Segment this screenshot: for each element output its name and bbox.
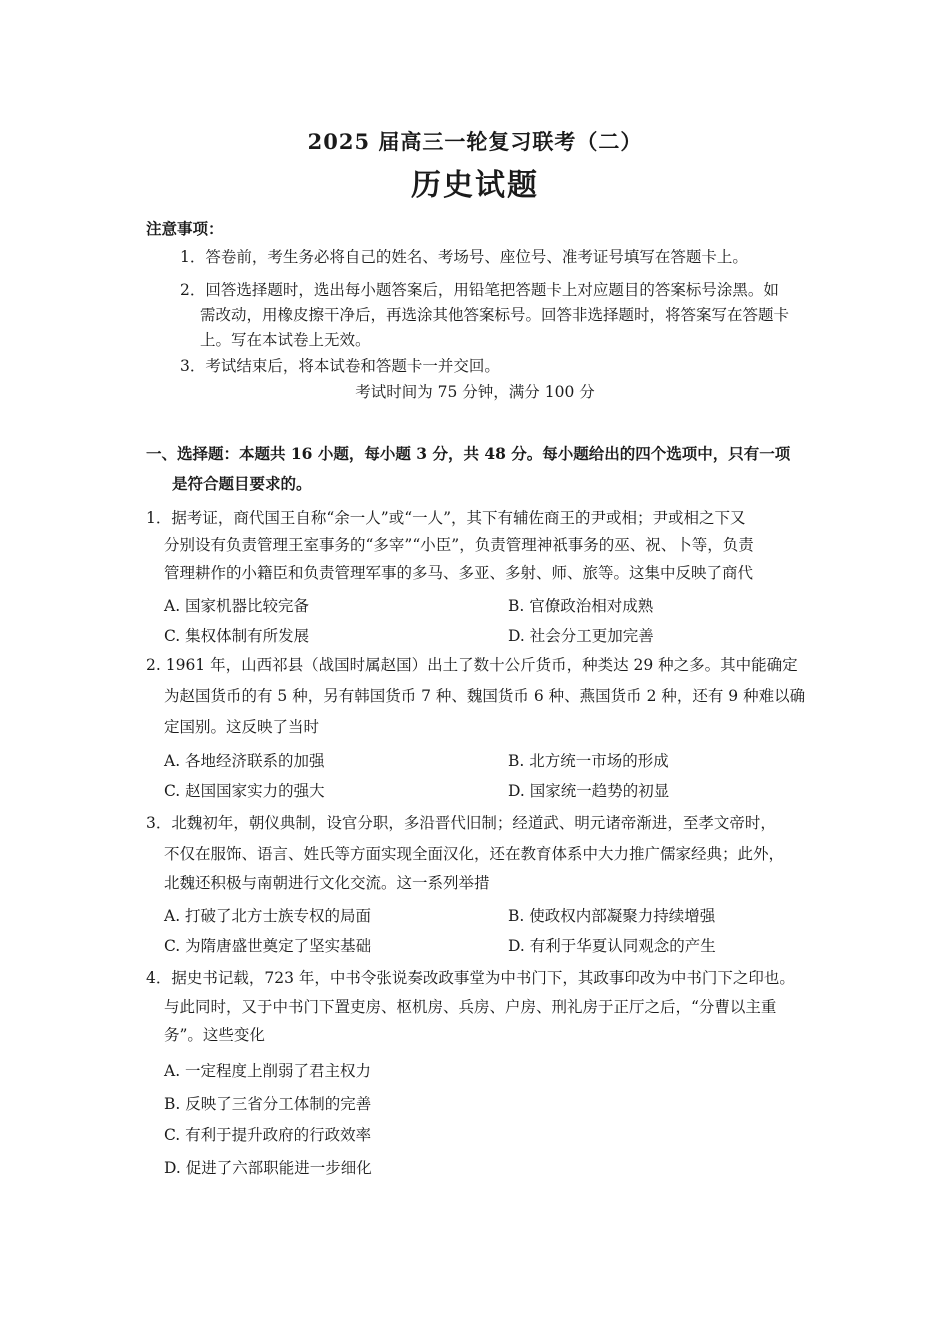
question-text-line: 为赵国货币的有 5 种，另有韩国货币 7 种、魏国货币 6 种、燕国货币 2 种，还有 9 种难以确 [164,687,806,705]
option-a: A. 各地经济联系的加强 [164,752,325,770]
question-text-line: 管理耕作的小籍臣和负责管理军事的多马、多亚、多射、师、旅等。这集中反映了商代 [164,564,754,582]
option-b: B. 使政权内部凝聚力持续增强 [508,907,716,925]
option-b: B. 官僚政治相对成熟 [508,597,654,615]
notice-item-3: 3．考试结束后，将本试卷和答题卡一并交回。 [180,357,500,375]
option-c: C. 有利于提升政府的行政效率 [164,1126,372,1144]
question-text-line: 3．北魏初年，朝仪典制，设官分职，多沿晋代旧制；经道武、明元诸帝渐进，至孝文帝时， [146,814,776,832]
option-b: B. 反映了三省分工体制的完善 [164,1095,372,1113]
option-c: C. 赵国国家实力的强大 [164,782,325,800]
notice-item-2-line-2: 需改动，用橡皮擦干净后，再选涂其他答案标号。回答非选择题时，将答案写在答题卡 [200,306,790,324]
option-d: D. 国家统一趋势的初显 [508,782,670,800]
notice-item-1: 1．答卷前，考生务必将自己的姓名、考场号、座位号、准考证号填写在答题卡上。 [180,248,748,266]
question-text-line: 北魏还积极与南朝进行文化交流。这一系列举措 [164,874,490,892]
section-heading-line-1: 一、选择题：本题共 16 小题，每小题 3 分，共 48 分。每小题给出的四个选项中，只有一项 [146,444,791,463]
question-text-line: 4．据史书记载，723 年，中书令张说奏改政事堂为中书门下，其政事印改为中书门下之印也。 [146,969,795,987]
exam-title: 2025 届高三一轮复习联考（二） [307,129,643,154]
question-text-line: 1．据考证，商代国王自称“余一人”或“一人”，其下有辅佐商王的尹或相；尹或相之下又 [146,509,746,527]
notice-item-2-line-3: 上。写在本试卷上无效。 [200,331,371,349]
option-a: A. 打破了北方士族专权的局面 [164,907,372,925]
option-d: D. 有利于华夏认同观念的产生 [508,937,716,955]
notice-heading: 注意事项： [146,219,224,238]
question-text-line: 与此同时，又于中书门下置吏房、枢机房、兵房、户房、刑礼房于正厅之后，“分曹以主重 [164,998,777,1016]
question-text-line: 分别设有负责管理王室事务的“多宰”“小臣”，负责管理神祇事务的巫、祝、卜等，负责 [164,536,754,554]
option-b: B. 北方统一市场的形成 [508,752,669,770]
option-c: C. 为隋唐盛世奠定了坚实基础 [164,937,372,955]
question-text-line: 定国别。这反映了当时 [164,718,320,736]
option-a: A. 一定程度上削弱了君主权力 [164,1062,372,1080]
question-text-line: 2. 1961 年，山西祁县（战国时属赵国）出土了数十公斤货币，种类达 29 种之多。其中能确定 [146,656,798,674]
option-c: C. 集权体制有所发展 [164,627,310,645]
question-text-line: 务”。这些变化 [164,1026,265,1044]
option-d: D. 社会分工更加完善 [508,627,654,645]
notice-item-2-line-1: 2．回答选择题时，选出每小题答案后，用铅笔把答题卡上对应题目的答案标号涂黑。如 [180,281,779,299]
section-heading-line-2: 是符合题目要求的。 [172,474,312,493]
exam-time-info: 考试时间为 75 分钟，满分 100 分 [355,383,595,401]
option-a: A. 国家机器比较完备 [164,597,310,615]
subject-title: 历史试题 [411,168,539,203]
question-text-line: 不仅在服饰、语言、姓氏等方面实现全面汉化，还在教育体系中大力推广儒家经典；此外， [164,845,785,863]
option-d: D. 促进了六部职能进一步细化 [164,1159,372,1177]
